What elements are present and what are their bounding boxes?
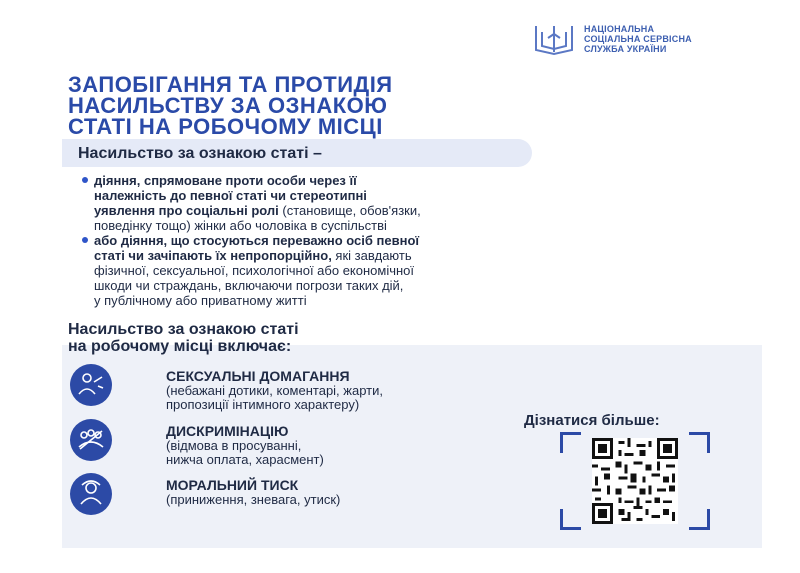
- logo-line-2: СОЦІАЛЬНА СЕРВІСНА: [584, 34, 692, 44]
- bullet-item-1: [94, 173, 704, 233]
- bullet-dot: [82, 177, 88, 183]
- item-desc-line-1: (приниження, зневага, утиск): [166, 492, 341, 507]
- list-item: [70, 419, 490, 465]
- logo-line-1: НАЦІОНАЛЬНА: [584, 24, 655, 34]
- poster: [62, 0, 762, 548]
- discrimination-icon: [70, 419, 112, 461]
- bullet-2-normal-2: які завдають: [331, 248, 412, 263]
- bullet-dot: [82, 237, 88, 243]
- bullet-2-bold-2: статі чи зачіпають їх непропорційно,: [94, 248, 332, 263]
- list-item: [70, 364, 490, 410]
- bullet-2-normal-3: фізичної, сексуальної, психологічної або економічної: [94, 263, 415, 278]
- item-title: МОРАЛЬНИЙ ТИСК: [166, 477, 299, 493]
- item-title: СЕКСУАЛЬНІ ДОМАГАННЯ: [166, 368, 350, 384]
- title-line-1: ЗАПОБІГАННЯ ТА ПРОТИДІЯ: [68, 72, 393, 97]
- bullet-2-bold-1: або діяння, що стосуються переважно осіб певної: [94, 233, 420, 248]
- includes-line-1: Насильство за ознакою статі: [68, 321, 299, 338]
- bullet-1-bold-1: діяння, спрямоване проти особи через її: [94, 173, 357, 188]
- bullet-1-bold-3: уявлення про соціальні ролі: [94, 203, 279, 218]
- bullet-1-bold-2: належність до певної статі чи стереотипні: [94, 188, 367, 203]
- bullet-1-normal-3: (становище, обов'язки,: [278, 203, 421, 218]
- title-line-3: СТАТІ НА РОБОЧОМУ МІСЦІ: [68, 114, 383, 139]
- item-desc-line-1: (відмова в просуванні,: [166, 438, 302, 453]
- definition-pill: [62, 139, 532, 167]
- bullet-item-2: [94, 233, 704, 308]
- item-title: ДИСКРИМІНАЦІЮ: [166, 423, 289, 439]
- item-desc-line-2: нижча оплата, харасмент): [166, 452, 324, 467]
- includes-heading: [68, 321, 299, 355]
- logo-line-3: СЛУЖБА УКРАЇНИ: [584, 44, 667, 54]
- bullet-2-normal-4: шкоди чи страждань, включаючи погрози таких дій,: [94, 278, 404, 293]
- qr-code-icon[interactable]: [582, 438, 688, 524]
- list-item: [70, 473, 490, 519]
- logo: [532, 22, 692, 56]
- qr-code-frame[interactable]: [560, 432, 710, 530]
- includes-line-2: на робочому місці включає:: [68, 338, 292, 355]
- pressure-icon: [70, 473, 112, 515]
- definition-heading: Насильство за ознакою статі –: [78, 145, 322, 162]
- learn-more-label: Дізнатися більше:: [524, 412, 660, 429]
- trident-emblem-icon: [532, 22, 576, 56]
- bullet-1-normal-4: поведінку тощо) жінки або чоловіка в суспільстві: [94, 218, 387, 233]
- title-line-2: НАСИЛЬСТВУ ЗА ОЗНАКОЮ: [68, 93, 388, 118]
- item-desc-line-2: пропозиції інтимного характеру): [166, 397, 360, 412]
- harassment-icon: [70, 364, 112, 406]
- page-title: [68, 74, 588, 137]
- bullet-2-normal-5: у публічному або приватному житті: [94, 293, 307, 308]
- item-desc-line-1: (небажані дотики, коментарі, жарти,: [166, 383, 383, 398]
